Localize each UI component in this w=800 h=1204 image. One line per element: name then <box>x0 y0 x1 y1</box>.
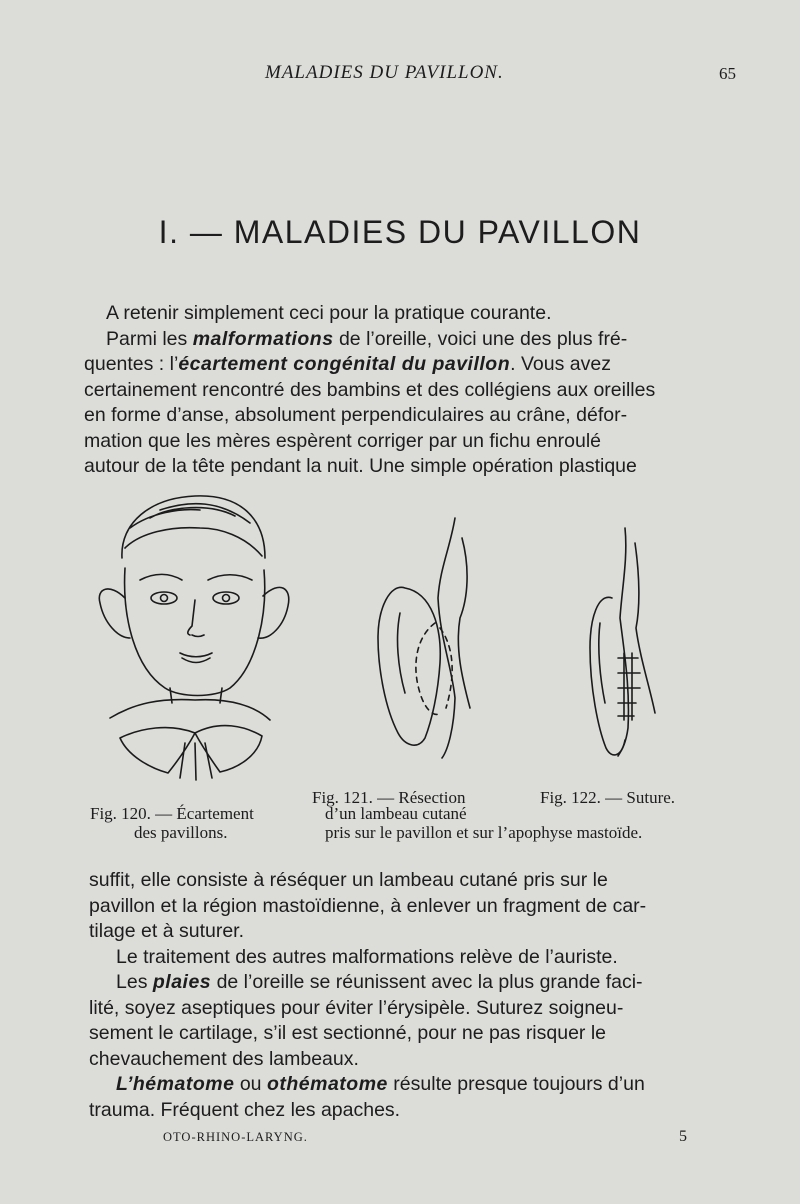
emphasis-malformations: malformations <box>192 327 334 350</box>
text-line: L’hématome ou othématome résulte presque toujours d’un <box>116 1073 645 1095</box>
text-line: tilage et à suturer. <box>89 920 245 942</box>
text-line: quentes : l’écartement congénital du pavillon. Vous avez <box>84 353 611 375</box>
text-line: pavillon et la région mastoïdienne, à enlever un fragment de car- <box>89 894 647 917</box>
fig121-caption-line2: d’un lambeau cutané <box>325 804 467 823</box>
emphasis-othematome: othématome <box>266 1073 388 1095</box>
text-line: Le traitement des autres malformations relève de l’auriste. <box>116 945 618 968</box>
text-line: A retenir simplement ceci pour la pratique courante. <box>106 302 552 324</box>
fig121-caption-line3: pris sur le pavillon et sur l’apophyse mastoïde. <box>325 823 643 842</box>
running-head <box>0 62 800 88</box>
fig120-caption-line1: Fig. 120. — Écartement <box>90 804 254 823</box>
sheet-number: 5 <box>679 1128 687 1145</box>
ear-suture-illustration <box>590 528 655 756</box>
emphasis-plaies: plaies <box>152 971 212 993</box>
text-line: Parmi les malformations de l’oreille, voici une des plus fré- <box>106 327 628 350</box>
chapter-heading: I. — MALADIES DU PAVILLON <box>158 214 642 250</box>
emphasis-hematome: L’hématome <box>116 1073 235 1095</box>
text-line: chevauchement des lambeaux. <box>89 1047 359 1070</box>
fig121-caption-line1: Fig. 121. — Résection <box>312 788 466 807</box>
text-line: en forme d’anse, absolument perpendiculaires au crâne, défor- <box>84 404 628 426</box>
page-number: 65 <box>719 64 736 83</box>
text-line: sement le cartilage, s’il est sectionné, pour ne pas risquer le <box>89 1022 607 1044</box>
running-title: MALADIES DU PAVILLON. <box>265 62 504 83</box>
fig120-caption-line2: des pavillons. <box>134 823 228 842</box>
ear-resection-illustration <box>378 518 470 758</box>
text-line: lité, soyez aseptiques pour éviter l’érysipèle. Suturez soigneu- <box>89 996 624 1019</box>
text-line: autour de la tête pendant la nuit. Une simple opération plastique <box>84 455 637 477</box>
text-line: certainement rencontré des bambins et des collégiens aux oreilles <box>84 378 656 401</box>
fig122-caption: Fig. 122. — Suture. <box>540 788 676 807</box>
text-line: suffit, elle consiste à réséquer un lambeau cutané pris sur le <box>89 869 608 891</box>
figure-illustrations <box>0 488 800 788</box>
text-line: mation que les mères espèrent corriger par un fichu enroulé <box>84 429 602 452</box>
figures-block <box>0 488 800 848</box>
signature-mark: OTO-RHINO-LARYNG. <box>163 1130 308 1144</box>
paragraph-continuation <box>89 868 736 1123</box>
boy-face-illustration <box>99 496 288 780</box>
text-line: trauma. Fréquent chez les apaches. <box>89 1098 401 1121</box>
paragraph-intro <box>84 301 736 480</box>
text-line: Les plaies de l’oreille se réunissent avec la plus grande faci- <box>116 971 643 993</box>
emphasis-ecartement: écartement congénital du pavillon <box>178 353 511 375</box>
